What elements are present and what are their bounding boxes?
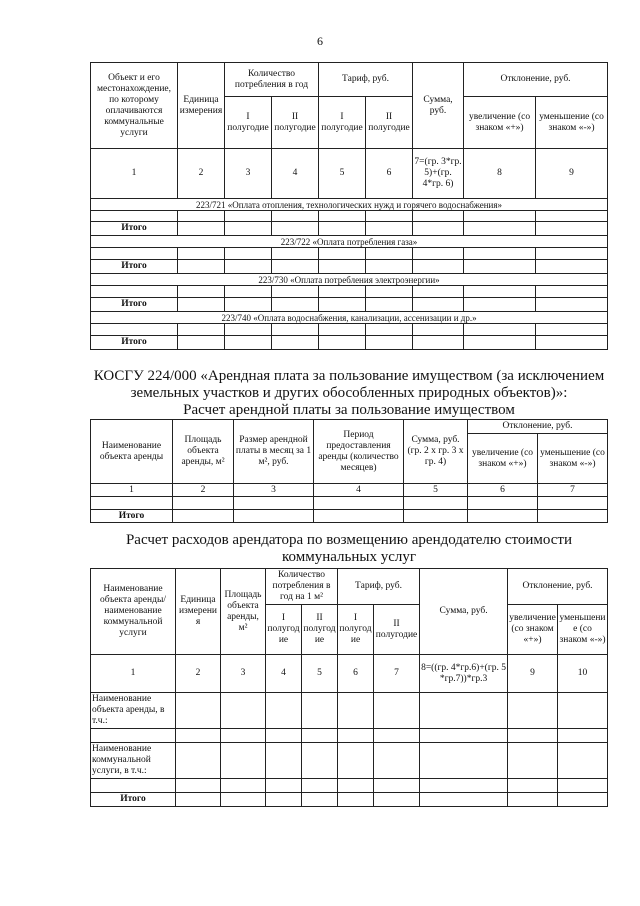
empty-cell <box>536 324 608 336</box>
empty-cell <box>225 222 272 236</box>
row-object-label: Наименование объекта аренды, в т.ч.: <box>91 693 176 729</box>
empty-cell <box>266 743 302 779</box>
col-number: 1 <box>91 484 173 497</box>
empty-cell <box>508 693 558 729</box>
empty-cell <box>225 324 272 336</box>
empty-cell <box>272 222 319 236</box>
col-number: 1 <box>91 149 178 199</box>
empty-cell <box>178 211 225 222</box>
empty-cell <box>413 298 464 312</box>
empty-cell <box>176 693 221 729</box>
empty-cell <box>404 510 468 523</box>
empty-cell <box>91 729 176 743</box>
col-number: 2 <box>178 149 225 199</box>
empty-cell <box>413 211 464 222</box>
header-half2: II полугодие <box>366 97 413 149</box>
col-number: 7=(гр. 3*гр. 5)+(гр. 4*гр. 6) <box>413 149 464 199</box>
empty-cell <box>91 324 178 336</box>
empty-cell <box>178 260 225 274</box>
empty-cell <box>266 779 302 793</box>
empty-cell <box>558 693 608 729</box>
empty-cell <box>366 211 413 222</box>
empty-cell <box>319 324 366 336</box>
empty-cell <box>413 260 464 274</box>
empty-cell <box>178 298 225 312</box>
empty-cell <box>538 497 608 510</box>
header-consumption: Количество потребления в год на 1 м² <box>266 569 338 605</box>
header-rate: Размер арендной платы в месяц за 1 м², руб. <box>234 420 314 484</box>
empty-cell <box>302 693 338 729</box>
empty-cell <box>272 336 319 350</box>
col-number: 8 <box>464 149 536 199</box>
empty-cell <box>413 222 464 236</box>
empty-cell <box>558 743 608 779</box>
empty-cell <box>225 211 272 222</box>
empty-cell <box>508 779 558 793</box>
reimbursement-title: Расчет расходов арендатора по возмещению арендодателю стоимости коммунальных услуг <box>125 532 573 565</box>
header-deviation: Отклонение, руб. <box>468 420 608 434</box>
col-number: 7 <box>374 655 420 693</box>
empty-cell <box>464 211 536 222</box>
empty-cell <box>464 286 536 298</box>
empty-cell <box>536 211 608 222</box>
empty-cell <box>338 793 374 807</box>
header-area: Площадь объекта аренды, м² <box>221 569 266 655</box>
header-sum: Сумма, руб. <box>420 569 508 655</box>
empty-cell <box>508 729 558 743</box>
empty-cell <box>234 497 314 510</box>
empty-cell <box>178 336 225 350</box>
col-number: 9 <box>536 149 608 199</box>
col-number: 6 <box>468 484 538 497</box>
empty-cell <box>366 336 413 350</box>
empty-cell <box>468 497 538 510</box>
header-decrease: уменьшение (со знаком «-») <box>536 97 608 149</box>
empty-cell <box>374 729 420 743</box>
empty-cell <box>302 743 338 779</box>
empty-cell <box>221 743 266 779</box>
header-consumption: Количество потребления в год <box>225 63 319 97</box>
col-number: 3 <box>221 655 266 693</box>
total-label: Итого <box>91 298 178 312</box>
header-name: Наименование объекта аренды <box>91 420 173 484</box>
empty-cell <box>272 260 319 274</box>
header-half1: I полугодие <box>319 97 366 149</box>
section-row: 223/730 «Оплата потребления электроэнергии» <box>91 274 608 286</box>
empty-cell <box>176 743 221 779</box>
empty-cell <box>314 497 404 510</box>
empty-cell <box>464 260 536 274</box>
empty-cell <box>314 510 404 523</box>
section-row: 223/722 «Оплата потребления газа» <box>91 236 608 248</box>
empty-cell <box>413 324 464 336</box>
empty-cell <box>173 510 234 523</box>
empty-cell <box>176 729 221 743</box>
empty-cell <box>319 248 366 260</box>
empty-cell <box>374 793 420 807</box>
reimbursement-table <box>90 568 608 807</box>
header-half2: II полугодие <box>272 97 319 149</box>
col-number: 2 <box>173 484 234 497</box>
header-deviation: Отклонение, руб. <box>508 569 608 605</box>
rent-table <box>90 419 608 523</box>
empty-cell <box>536 260 608 274</box>
col-number: 4 <box>272 149 319 199</box>
total-label: Итого <box>91 260 178 274</box>
header-increase: увеличение (со знаком «+») <box>468 434 538 484</box>
col-number: 4 <box>314 484 404 497</box>
col-number: 3 <box>234 484 314 497</box>
empty-cell <box>536 298 608 312</box>
col-number: 5 <box>302 655 338 693</box>
col-number: 8=((гр. 4*гр.6)+(гр. 5 *гр.7))*гр.3 <box>420 655 508 693</box>
empty-cell <box>266 793 302 807</box>
empty-cell <box>366 260 413 274</box>
empty-cell <box>413 336 464 350</box>
header-increase: увеличение (со знаком «+») <box>464 97 536 149</box>
empty-cell <box>464 222 536 236</box>
empty-cell <box>404 497 468 510</box>
empty-cell <box>178 324 225 336</box>
total-label: Итого <box>91 336 178 350</box>
empty-cell <box>91 779 176 793</box>
empty-cell <box>178 222 225 236</box>
empty-cell <box>464 324 536 336</box>
rent-title: Расчет арендной платы за пользование имуществом <box>183 402 515 418</box>
total-label: Итого <box>91 510 173 523</box>
header-tariff: Тариф, руб. <box>319 63 413 97</box>
empty-cell <box>420 729 508 743</box>
utilities-table <box>90 62 608 350</box>
header-name: Наименование объекта аренды/ наименование коммунальной услуги <box>91 569 176 655</box>
empty-cell <box>272 211 319 222</box>
empty-cell <box>272 298 319 312</box>
empty-cell <box>508 793 558 807</box>
col-number: 3 <box>225 149 272 199</box>
empty-cell <box>319 222 366 236</box>
empty-cell <box>338 693 374 729</box>
header-half2: II полугодие <box>302 605 338 655</box>
empty-cell <box>558 729 608 743</box>
empty-cell <box>338 729 374 743</box>
empty-cell <box>338 779 374 793</box>
col-number: 4 <box>266 655 302 693</box>
empty-cell <box>558 793 608 807</box>
header-sum: Сумма, руб. <box>413 63 464 149</box>
empty-cell <box>225 286 272 298</box>
header-deviation: Отклонение, руб. <box>464 63 608 97</box>
empty-cell <box>538 510 608 523</box>
empty-cell <box>420 793 508 807</box>
empty-cell <box>366 222 413 236</box>
empty-cell <box>366 286 413 298</box>
col-number: 1 <box>91 655 176 693</box>
header-tariff: Тариф, руб. <box>338 569 420 605</box>
empty-cell <box>319 336 366 350</box>
header-unit: Единица измерения <box>176 569 221 655</box>
row-service-label: Наименование коммунальной услуги, в т.ч.: <box>91 743 176 779</box>
empty-cell <box>319 260 366 274</box>
header-unit: Единица измерения <box>178 63 225 149</box>
empty-cell <box>225 260 272 274</box>
empty-cell <box>374 743 420 779</box>
empty-cell <box>221 779 266 793</box>
empty-cell <box>178 286 225 298</box>
section-row: 223/721 «Оплата отопления, технологических нужд и горячего водоснабжения» <box>91 199 608 211</box>
empty-cell <box>536 336 608 350</box>
empty-cell <box>272 286 319 298</box>
kosgu-heading: КОСГУ 224/000 «Арендная плата за пользование имуществом (за исключением земельных участков и других обособленных природных объектов)»: <box>93 368 605 401</box>
col-number: 10 <box>558 655 608 693</box>
empty-cell <box>221 693 266 729</box>
empty-cell <box>302 779 338 793</box>
empty-cell <box>302 729 338 743</box>
empty-cell <box>464 298 536 312</box>
header-half1: I полугодие <box>225 97 272 149</box>
total-label: Итого <box>91 793 176 807</box>
empty-cell <box>374 779 420 793</box>
empty-cell <box>464 248 536 260</box>
empty-cell <box>420 779 508 793</box>
header-half2: II полугодие <box>374 605 420 655</box>
empty-cell <box>176 793 221 807</box>
empty-cell <box>536 286 608 298</box>
empty-cell <box>413 248 464 260</box>
col-number: 9 <box>508 655 558 693</box>
empty-cell <box>221 793 266 807</box>
empty-cell <box>91 286 178 298</box>
empty-cell <box>234 510 314 523</box>
empty-cell <box>302 793 338 807</box>
empty-cell <box>319 298 366 312</box>
empty-cell <box>536 248 608 260</box>
col-number: 6 <box>366 149 413 199</box>
col-number: 7 <box>538 484 608 497</box>
empty-cell <box>91 497 173 510</box>
empty-cell <box>225 248 272 260</box>
empty-cell <box>178 248 225 260</box>
empty-cell <box>173 497 234 510</box>
empty-cell <box>91 211 178 222</box>
header-period: Период предоставления аренды (количество месяцев) <box>314 420 404 484</box>
empty-cell <box>536 222 608 236</box>
empty-cell <box>225 336 272 350</box>
empty-cell <box>319 211 366 222</box>
empty-cell <box>338 743 374 779</box>
empty-cell <box>508 743 558 779</box>
page-number: 6 <box>317 34 323 48</box>
col-number: 5 <box>404 484 468 497</box>
empty-cell <box>468 510 538 523</box>
header-object: Объект и его местонахождение, по которому оплачиваются коммунальные услуги <box>91 63 178 149</box>
empty-cell <box>464 336 536 350</box>
empty-cell <box>558 779 608 793</box>
empty-cell <box>176 779 221 793</box>
header-half1: I полугодие <box>266 605 302 655</box>
empty-cell <box>225 298 272 312</box>
empty-cell <box>413 286 464 298</box>
empty-cell <box>366 324 413 336</box>
header-increase: увеличение (со знаком «+») <box>508 605 558 655</box>
col-number: 5 <box>319 149 366 199</box>
header-decrease: уменьшение (со знаком «-») <box>538 434 608 484</box>
empty-cell <box>374 693 420 729</box>
empty-cell <box>420 693 508 729</box>
header-sum: Сумма, руб. (гр. 2 х гр. 3 х гр. 4) <box>404 420 468 484</box>
empty-cell <box>272 324 319 336</box>
empty-cell <box>221 729 266 743</box>
empty-cell <box>366 298 413 312</box>
header-half1: I полугодие <box>338 605 374 655</box>
col-number: 2 <box>176 655 221 693</box>
empty-cell <box>319 286 366 298</box>
section-row: 223/740 «Оплата водоснабжения, канализации, ассенизации и др.» <box>91 312 608 324</box>
empty-cell <box>266 693 302 729</box>
empty-cell <box>420 743 508 779</box>
empty-cell <box>266 729 302 743</box>
empty-cell <box>91 248 178 260</box>
empty-cell <box>272 248 319 260</box>
total-label: Итого <box>91 222 178 236</box>
header-area: Площадь объекта аренды, м² <box>173 420 234 484</box>
header-decrease: уменьшение (со знаком «-») <box>558 605 608 655</box>
col-number: 6 <box>338 655 374 693</box>
empty-cell <box>366 248 413 260</box>
